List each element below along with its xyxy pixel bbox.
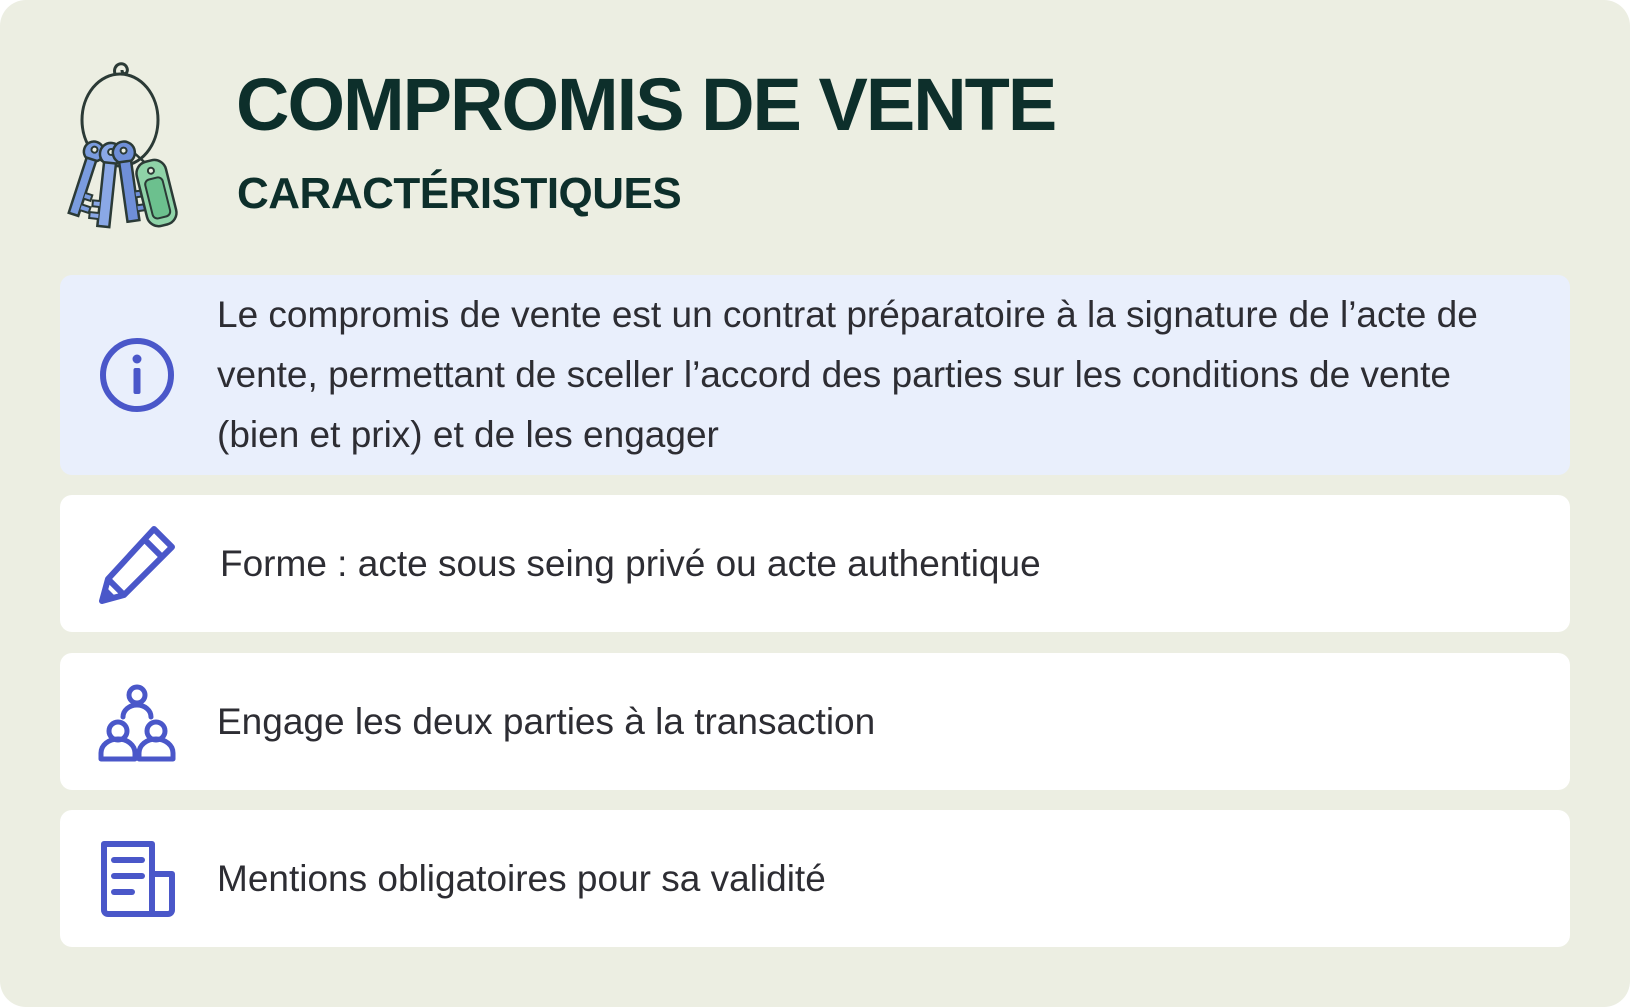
people-icon: [96, 681, 178, 763]
page-subtitle: CARACTÉRISTIQUES: [237, 169, 682, 218]
parties-row: [60, 653, 1570, 790]
form-row: [60, 495, 1570, 632]
keys-icon: [52, 52, 192, 247]
parties-text: Engage les deux parties à la transaction: [217, 700, 876, 742]
mentions-row: [60, 810, 1570, 947]
document-icon: [96, 838, 178, 920]
pencil-icon: [96, 523, 178, 605]
info-row: [60, 275, 1570, 475]
mentions-text: Mentions obligatoires pour sa validité: [217, 857, 826, 899]
info-text: Le compromis de vente est un contrat préparatoire à la signature de l’acte de vente, permettant de sceller l’accord des parties sur les conditions de vente (bien et prix) et de les engager: [217, 294, 1478, 455]
page-title: COMPROMIS DE VENTE: [236, 63, 1056, 146]
form-text: Forme : acte sous seing privé ou acte authentique: [220, 542, 1041, 584]
info-icon: [96, 334, 178, 416]
